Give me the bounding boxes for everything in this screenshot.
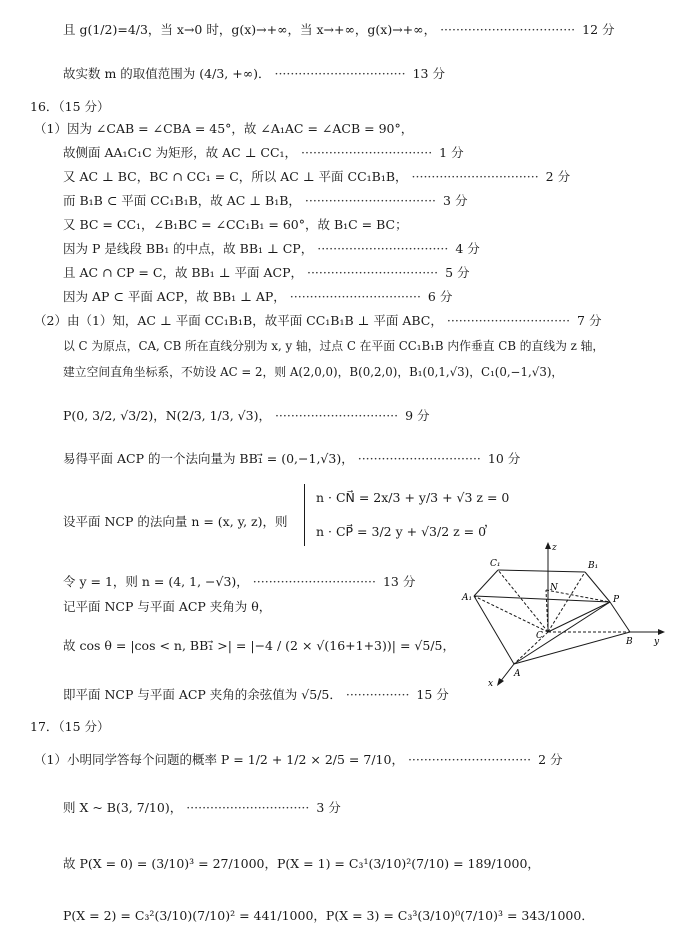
score-label: 13 分 bbox=[382, 574, 416, 589]
line-text: 故实数 m 的取值范围为 (4/3, +∞)． bbox=[63, 66, 271, 81]
score-label: 6 分 bbox=[427, 289, 453, 304]
label-z: z bbox=[552, 543, 557, 553]
dot-leader: ································· bbox=[304, 193, 437, 208]
line-text: 因为 AP ⊂ 平面 ACP，故 BB₁ ⊥ AP， bbox=[63, 289, 286, 304]
text-line bbox=[63, 908, 594, 924]
line-text: 故 cos θ = |cos < n, BB₁⃗ >| = |−4 / (2 × √(16+1+3))| = √5/5， bbox=[63, 638, 455, 653]
edge-a-p bbox=[514, 602, 610, 664]
edge-c-c1 bbox=[498, 570, 548, 632]
text-line bbox=[63, 66, 445, 82]
line-text: 故 P(X = 0) = (3/10)³ = 27/1000，P(X = 1) = C₃¹(3/10)²(7/10) = 189/1000， bbox=[63, 856, 540, 871]
text-line bbox=[63, 289, 452, 305]
dot-leader: ······························· bbox=[252, 574, 376, 589]
score-label: 1 分 bbox=[439, 145, 464, 160]
line-text: n · CP⃗ = 3/2 y + √3/2 z = 0 bbox=[316, 524, 487, 539]
line-text: （1）因为 ∠CAB = ∠CBA = 45°，故 ∠A₁AC = ∠ACB = 90°， bbox=[34, 121, 414, 136]
edge-a-b bbox=[514, 632, 630, 664]
dot-leader: ································· bbox=[317, 241, 449, 256]
line-text: （2）由（1）知，AC ⊥ 平面 CC₁B₁B，故平面 CC₁B₁B ⊥ 平面 ABC， bbox=[34, 313, 443, 328]
score-label: 3 分 bbox=[443, 193, 468, 208]
label-b1: B₁ bbox=[588, 561, 599, 571]
text-line bbox=[63, 364, 563, 380]
text-line bbox=[63, 169, 570, 185]
text-line bbox=[63, 638, 455, 654]
score-label: 13 分 bbox=[412, 66, 445, 81]
text-line bbox=[63, 338, 604, 354]
score-label: 3 分 bbox=[316, 800, 341, 815]
line-text: 设平面 NCP 的法向量 n = (x, y, z)，则 bbox=[63, 514, 288, 529]
label-c1: C₁ bbox=[490, 559, 501, 569]
line-text: ， bbox=[484, 514, 497, 529]
dot-leader: ································ bbox=[411, 169, 539, 184]
score-label: 2 分 bbox=[538, 752, 563, 767]
line-text: n · CN⃗ = 2x/3 + y/3 + √3 z = 0 bbox=[316, 490, 510, 505]
line-text: 记平面 NCP 与平面 ACP 夹角为 θ， bbox=[63, 599, 272, 614]
label-n: N bbox=[550, 583, 558, 593]
text-line bbox=[63, 800, 341, 816]
line-text: 易得平面 ACP 的一个法向量为 BB₁⃗ = (0,−1,√3)， bbox=[63, 451, 354, 466]
text-line bbox=[63, 574, 415, 590]
score-label: 7 分 bbox=[577, 313, 602, 328]
edge-b1-p bbox=[585, 572, 610, 602]
geometry-figure bbox=[460, 540, 670, 690]
text-line bbox=[63, 451, 520, 467]
text-line bbox=[34, 121, 413, 137]
line-text: 以 C 为原点，CA, CB 所在直线分别为 x, y 轴，过点 C 在平面 CC₁B₁B 内作垂直 CB 的直线为 z 轴， bbox=[63, 339, 605, 353]
edge-a1-p bbox=[474, 596, 610, 602]
line-text: 建立空间直角坐标系，不妨设 AC = 2，则 A(2,0,0)，B(0,2,0)，B₁(0,1,√3)，C₁(0,−1,√3)， bbox=[63, 365, 564, 379]
label-c: C bbox=[536, 631, 543, 641]
x-axis bbox=[500, 664, 514, 682]
line-text: 令 y = 1，则 n = (4, 1, −√3)， bbox=[63, 574, 249, 589]
score-label: 5 分 bbox=[445, 265, 470, 280]
text-line bbox=[63, 241, 480, 257]
text-line bbox=[63, 265, 470, 281]
line-text: （1）小明同学答每个问题的概率 P = 1/2 + 1/2 × 2/5 = 7/10， bbox=[34, 752, 404, 767]
dot-leader: ································· bbox=[289, 289, 421, 304]
dot-leader: ································· bbox=[301, 145, 433, 160]
dot-leader: ······························· bbox=[357, 451, 481, 466]
edge-c1-b1 bbox=[498, 570, 585, 572]
dot-leader: ································· bbox=[306, 265, 439, 280]
x-arrow bbox=[497, 678, 504, 686]
dot-leader: ······························· bbox=[186, 800, 310, 815]
line-text: 故侧面 AA₁C₁C 为矩形，故 AC ⊥ CC₁， bbox=[63, 145, 298, 160]
score-label: 4 分 bbox=[455, 241, 480, 256]
line-text: 又 AC ⊥ BC，BC ∩ CC₁ = C，所以 AC ⊥ 平面 CC₁B₁B， bbox=[63, 169, 408, 184]
line-text: 而 B₁B ⊂ 平面 CC₁B₁B，故 AC ⊥ B₁B， bbox=[63, 193, 301, 208]
text-line bbox=[63, 217, 408, 233]
line-text: 又 BC = CC₁，∠B₁BC = ∠CC₁B₁ = 60°，故 B₁C = BC； bbox=[63, 217, 408, 232]
text-line bbox=[63, 856, 540, 872]
brace bbox=[304, 484, 313, 546]
label-y: y bbox=[654, 637, 660, 647]
label-a1: A₁ bbox=[462, 593, 473, 603]
text-line bbox=[63, 687, 449, 703]
score-label: 9 分 bbox=[405, 408, 430, 423]
label-x: x bbox=[488, 679, 494, 689]
line-text: 且 g(1/2)=4/3，当 x→0 时，g(x)→+∞，当 x→+∞，g(x)→+∞， bbox=[63, 22, 437, 37]
line-text: 因为 P 是线段 BB₁ 的中点，故 BB₁ ⊥ CP， bbox=[63, 241, 314, 256]
dot-leader: ················ bbox=[345, 687, 410, 702]
edge-p-b bbox=[610, 602, 630, 632]
text-line bbox=[63, 514, 288, 530]
score-label: 15 分 bbox=[416, 687, 449, 702]
line-text: 16．（15 分） bbox=[30, 99, 110, 114]
problem-heading bbox=[30, 99, 110, 115]
score-label: 2 分 bbox=[545, 169, 571, 184]
text-line bbox=[34, 313, 601, 329]
edge-a1-a bbox=[474, 596, 514, 664]
line-text: P(X = 2) = C₃²(3/10)(7/10)² = 441/1000，P(X = 3) = C₃³(3/10)⁰(7/10)³ = 343/1000． bbox=[63, 908, 594, 923]
text-line bbox=[484, 514, 497, 530]
label-p: P bbox=[613, 595, 620, 605]
label-a: A bbox=[514, 669, 521, 679]
equation-row bbox=[316, 490, 509, 506]
dot-leader: ······························· bbox=[407, 752, 532, 767]
text-line bbox=[63, 599, 271, 615]
dot-leader: ······························· bbox=[274, 408, 399, 423]
text-line bbox=[63, 193, 467, 209]
text-line bbox=[63, 145, 464, 161]
edge-a1-c1 bbox=[474, 570, 498, 596]
problem-heading bbox=[30, 719, 110, 735]
text-line bbox=[34, 752, 563, 768]
score-label: 12 分 bbox=[582, 22, 615, 37]
line-text: 17．（15 分） bbox=[30, 719, 110, 734]
line-text: 即平面 NCP 与平面 ACP 夹角的余弦值为 √5/5． bbox=[63, 687, 342, 702]
equation-row bbox=[316, 524, 486, 540]
y-arrow bbox=[658, 629, 665, 635]
line-text: 且 AC ∩ CP = C，故 BB₁ ⊥ 平面 ACP， bbox=[63, 265, 303, 280]
line-text: 则 X ~ B(3, 7/10)， bbox=[63, 800, 183, 815]
line-text: P(0, 3/2, √3/2)，N(2/3, 1/3, √3)， bbox=[63, 408, 271, 423]
dot-leader: ······························· bbox=[446, 313, 571, 328]
dot-leader: ································· bbox=[274, 66, 406, 81]
text-line bbox=[63, 22, 615, 38]
dot-leader: ·································· bbox=[440, 22, 576, 37]
label-b: B bbox=[626, 637, 633, 647]
text-line bbox=[63, 408, 430, 424]
score-label: 10 分 bbox=[487, 451, 521, 466]
z-arrow bbox=[545, 542, 551, 549]
